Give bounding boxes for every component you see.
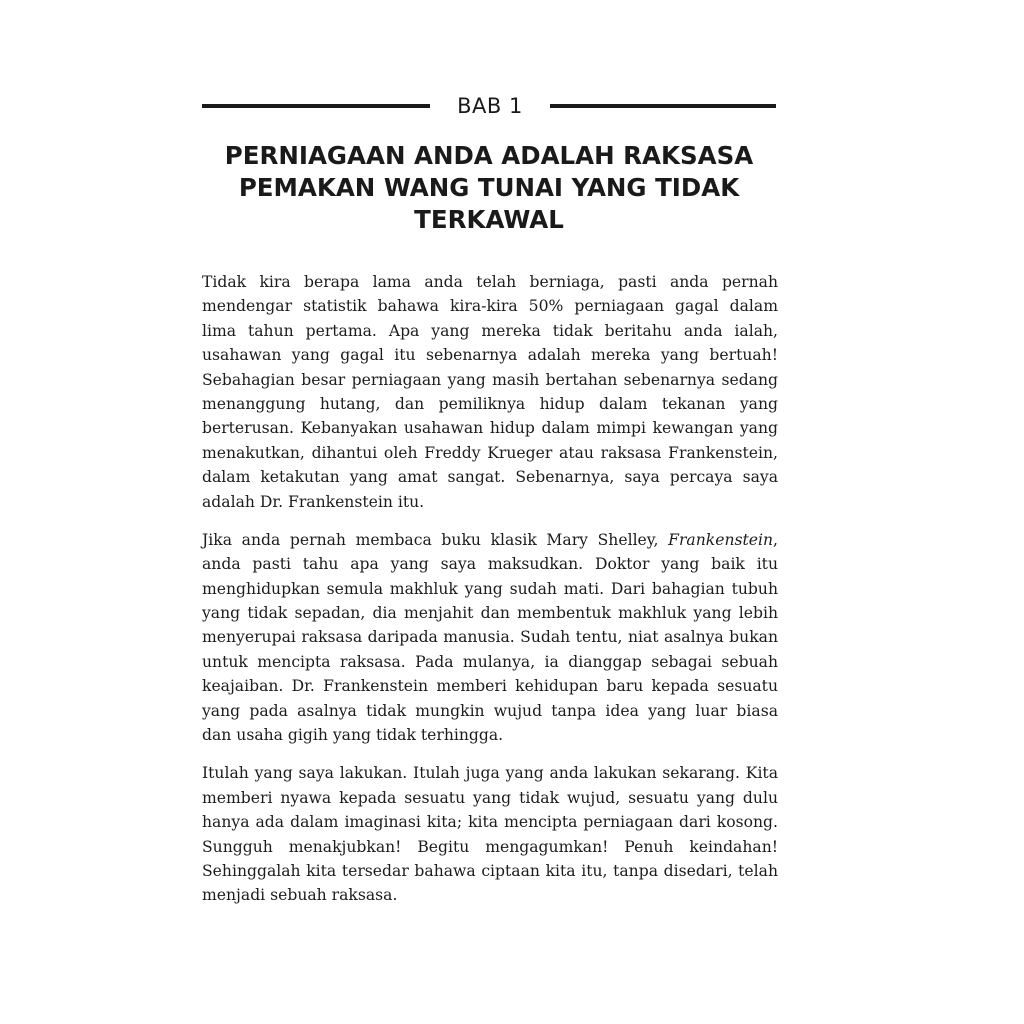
paragraph-line: menanggung hutang, dan pemiliknya hidup dalam tekanan yang <box>202 394 778 413</box>
paragraph-line: Tidak kira berapa lama anda telah berniaga, pasti anda pernah <box>202 273 778 291</box>
paragraph-line: Itulah yang saya lakukan. Itulah juga yang anda lakukan sekarang. Kita <box>202 764 778 783</box>
paragraph-2 <box>202 528 778 748</box>
body-text <box>202 270 778 922</box>
paragraph-line-with-title <box>202 528 778 552</box>
chapter-title-line: PERNIAGAAN ANDA ADALAH RAKSASA <box>224 141 754 170</box>
chapter-header <box>202 92 776 122</box>
chapter-title-line: TERKAWAL <box>414 205 564 234</box>
paragraph-line: berterusan. Kebanyakan usahawan hidup dalam mimpi kewangan yang <box>202 419 778 438</box>
paragraph-line: mendengar statistik bahawa kira-kira 50% perniagaan gagal dalam <box>202 297 778 316</box>
paragraph-line: anda pasti tahu apa yang saya maksudkan. Doktor yang baik itu <box>202 555 778 574</box>
paragraph-line-end: , <box>773 530 778 549</box>
paragraph-1 <box>202 270 778 514</box>
paragraph-line: yang tidak sepadan, dia menjahit dan membentuk makhluk yang lebih <box>202 604 778 623</box>
paragraph-line: Sehinggalah kita tersedar bahawa ciptaan kita itu, tanpa disedari, telah <box>202 861 778 880</box>
paragraph-line: menakutkan, dihantui oleh Freddy Krueger atau raksasa Frankenstein, <box>202 443 778 462</box>
paragraph-line: Sungguh menakjubkan! Begitu mengagumkan! Penuh keindahan! <box>202 837 778 856</box>
paragraph-line: Sebahagian besar perniagaan yang masih bertahan sebenarnya sedang <box>202 370 778 389</box>
paragraph-line: dalam ketakutan yang amat sangat. Sebenarnya, saya percaya saya <box>202 468 778 487</box>
chapter-rule-right <box>550 104 776 108</box>
paragraph-line: keajaiban. Dr. Frankenstein memberi kehidupan baru kepada sesuatu <box>202 677 778 696</box>
book-title-italic: Frankenstein <box>668 530 774 549</box>
chapter-title-line: PEMAKAN WANG TUNAI YANG TIDAK <box>238 173 740 202</box>
paragraph-line: memberi nyawa kepada sesuatu yang tidak wujud, sesuatu yang dulu <box>202 788 778 807</box>
chapter-label: BAB 1 <box>457 94 523 118</box>
paragraph-line: usahawan yang gagal itu sebenarnya adalah mereka yang bertuah! <box>202 346 778 365</box>
paragraph-line: menghidupkan semula makhluk yang sudah mati. Dari bahagian tubuh <box>202 579 778 598</box>
paragraph-line: adalah Dr. Frankenstein itu. <box>202 492 425 511</box>
paragraph-line-start: Jika anda pernah membaca buku klasik Mary Shelley, <box>202 530 669 549</box>
paragraph-line: menjadi sebuah raksasa. <box>202 886 398 905</box>
paragraph-line: menyerupai raksasa daripada manusia. Sudah tentu, niat asalnya bukan <box>202 628 778 647</box>
paragraph-line: untuk mencipta raksasa. Pada mulanya, ia dianggap sebagai sebuah <box>202 652 778 671</box>
paragraph-line: hanya ada dalam imaginasi kita; kita mencipta perniagaan dari kosong. <box>202 813 778 832</box>
paragraph-line: yang pada asalnya tidak mungkin wujud tanpa idea yang luar biasa <box>202 701 778 720</box>
chapter-title <box>190 140 788 236</box>
chapter-rule-left <box>202 104 430 108</box>
paragraph-line: lima tahun pertama. Apa yang mereka tidak beritahu anda ialah, <box>202 321 778 340</box>
paragraph-line: dan usaha gigih yang tidak terhingga. <box>202 726 504 745</box>
paragraph-3 <box>202 761 778 907</box>
